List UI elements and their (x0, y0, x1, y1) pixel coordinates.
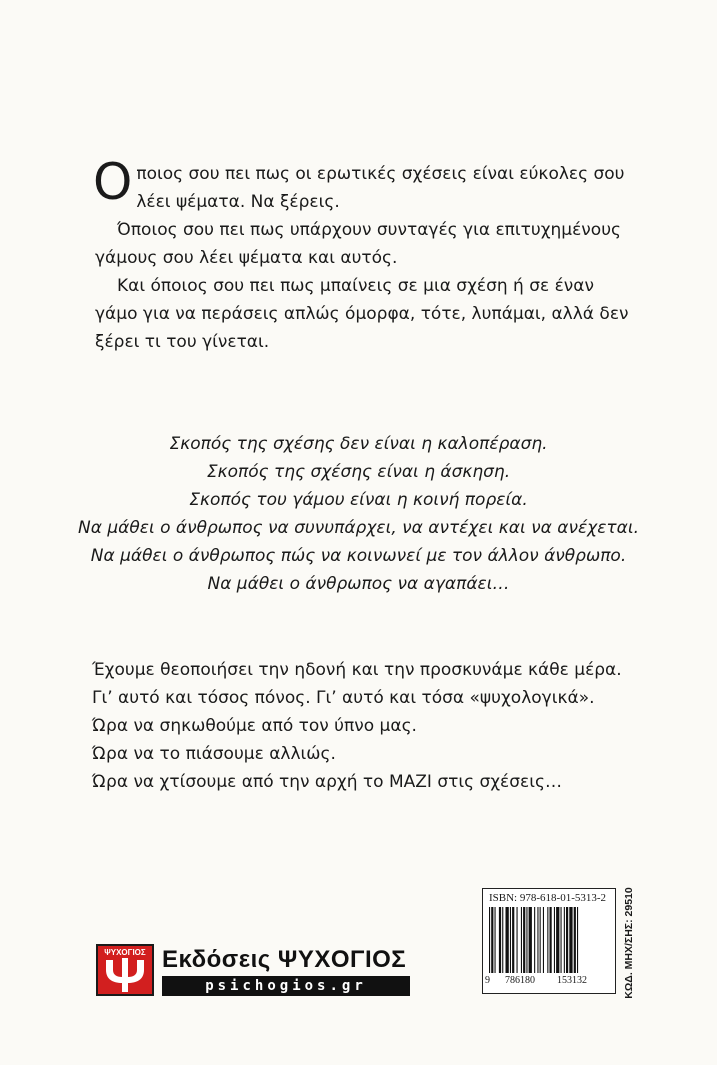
barcode-bar (547, 907, 548, 973)
poem-line: Σκοπός του γάμου είναι η κοινή πορεία. (189, 490, 528, 510)
logo-caption: ΨΥΧΟΓΙΟΣ (104, 948, 146, 957)
barcode-bar (574, 907, 576, 973)
barcode-bar (506, 907, 509, 973)
barcode-bar (534, 907, 535, 973)
barcode-bar (577, 907, 578, 973)
poem-line: Να μάθει ο άνθρωπος να συνυπάρχει, να αντέχει και να ανέχεται. (78, 518, 639, 538)
intro-paragraph-3: Και όποιος σου πει πως μπαίνεις σε μια σχέση ή σε έναν γάμο για να περάσεις απλώς όμορφα, τότε, λυπάμαι, αλλά δεν ξέρει τι του γίνεται. (95, 276, 629, 352)
publisher-name: Εκδόσεις ΨΥΧΟΓΙΟΣ (162, 946, 407, 973)
barcode-digits-right: 153132 (557, 975, 587, 986)
barcode-bar (556, 907, 559, 973)
poem-line: Σκοπός της σχέσης δεν είναι η καλοπέραση. (169, 434, 548, 454)
barcode-bar (561, 907, 562, 973)
product-code (620, 888, 638, 998)
isbn-barcode (482, 888, 616, 994)
barcode-bar (550, 907, 552, 973)
psi-logo-icon (96, 944, 154, 996)
barcode-digits-left: 786180 (505, 975, 535, 986)
intro-paragraph-2: Όποιος σου πει πως υπάρχουν συνταγές για επιτυχημένους γάμους σου λέει ψέματα και αυτός. (95, 220, 622, 268)
barcode-bar (495, 907, 496, 973)
closing-line: Ώρα να χτίσουμε από την αρχή το ΜΑΖΙ στις σχέσεις… (92, 772, 562, 792)
barcode-bar (529, 907, 532, 973)
poem-line: Σκοπός της σχέσης είναι η άσκηση. (206, 462, 511, 482)
barcode-bar (543, 907, 544, 973)
barcode-bar (540, 907, 541, 973)
closing-block (92, 656, 652, 796)
drop-cap: Ο (93, 153, 133, 211)
publisher-logo (96, 944, 416, 1000)
poem-block (60, 430, 657, 598)
closing-line: Έχουμε θεοποιήσει την ηδονή και την προσκυνάμε κάθε μέρα. (92, 660, 622, 680)
barcode-bar (537, 907, 538, 973)
barcode-bar (569, 907, 572, 973)
barcode-bar (526, 907, 527, 973)
barcode-bars (489, 907, 609, 973)
barcode-bar (510, 907, 511, 973)
isbn-number: ISBN: 978-618-01-5313-2 (489, 892, 607, 904)
barcode-bar (489, 907, 490, 973)
barcode-bar (523, 907, 525, 973)
barcode-bar (566, 907, 568, 973)
closing-line: Ώρα να σηκωθούμε από τον ύπνο μας. (92, 716, 417, 736)
barcode-bar (491, 907, 493, 973)
barcode-bar (554, 907, 555, 973)
publisher-url: psichogios.gr (162, 976, 410, 996)
barcode-bar (564, 907, 565, 973)
intro-paragraph-1-text: ποιος σου πει πως οι ερωτικές σχέσεις είναι εύκολες σου λέει ψέματα. Να ξέρεις. (136, 164, 625, 212)
barcode-bar (512, 907, 514, 973)
intro-text (93, 153, 635, 356)
closing-line: Ώρα να το πιάσουμε αλλιώς. (92, 744, 336, 764)
psi-symbol-icon (98, 956, 152, 996)
barcode-bar (521, 907, 522, 973)
product-code-text: ΚΩΔ. ΜΗΧ/ΣΗΣ: 29510 (623, 887, 635, 999)
closing-line: Γι’ αυτό και τόσος πόνος. Γι’ αυτό και τόσα «ψυχολογικά». (92, 688, 595, 708)
intro-paragraph-1 (93, 153, 635, 216)
barcode-digit-first: 9 (485, 975, 490, 986)
poem-line: Να μάθει ο άνθρωπος πώς να κοινωνεί με τον άλλον άνθρωπο. (90, 546, 627, 566)
poem-line: Να μάθει ο άνθρωπος να αγαπάει… (207, 574, 510, 594)
barcode-bar (502, 907, 503, 973)
barcode-bar (517, 907, 518, 973)
barcode-bar (499, 907, 501, 973)
